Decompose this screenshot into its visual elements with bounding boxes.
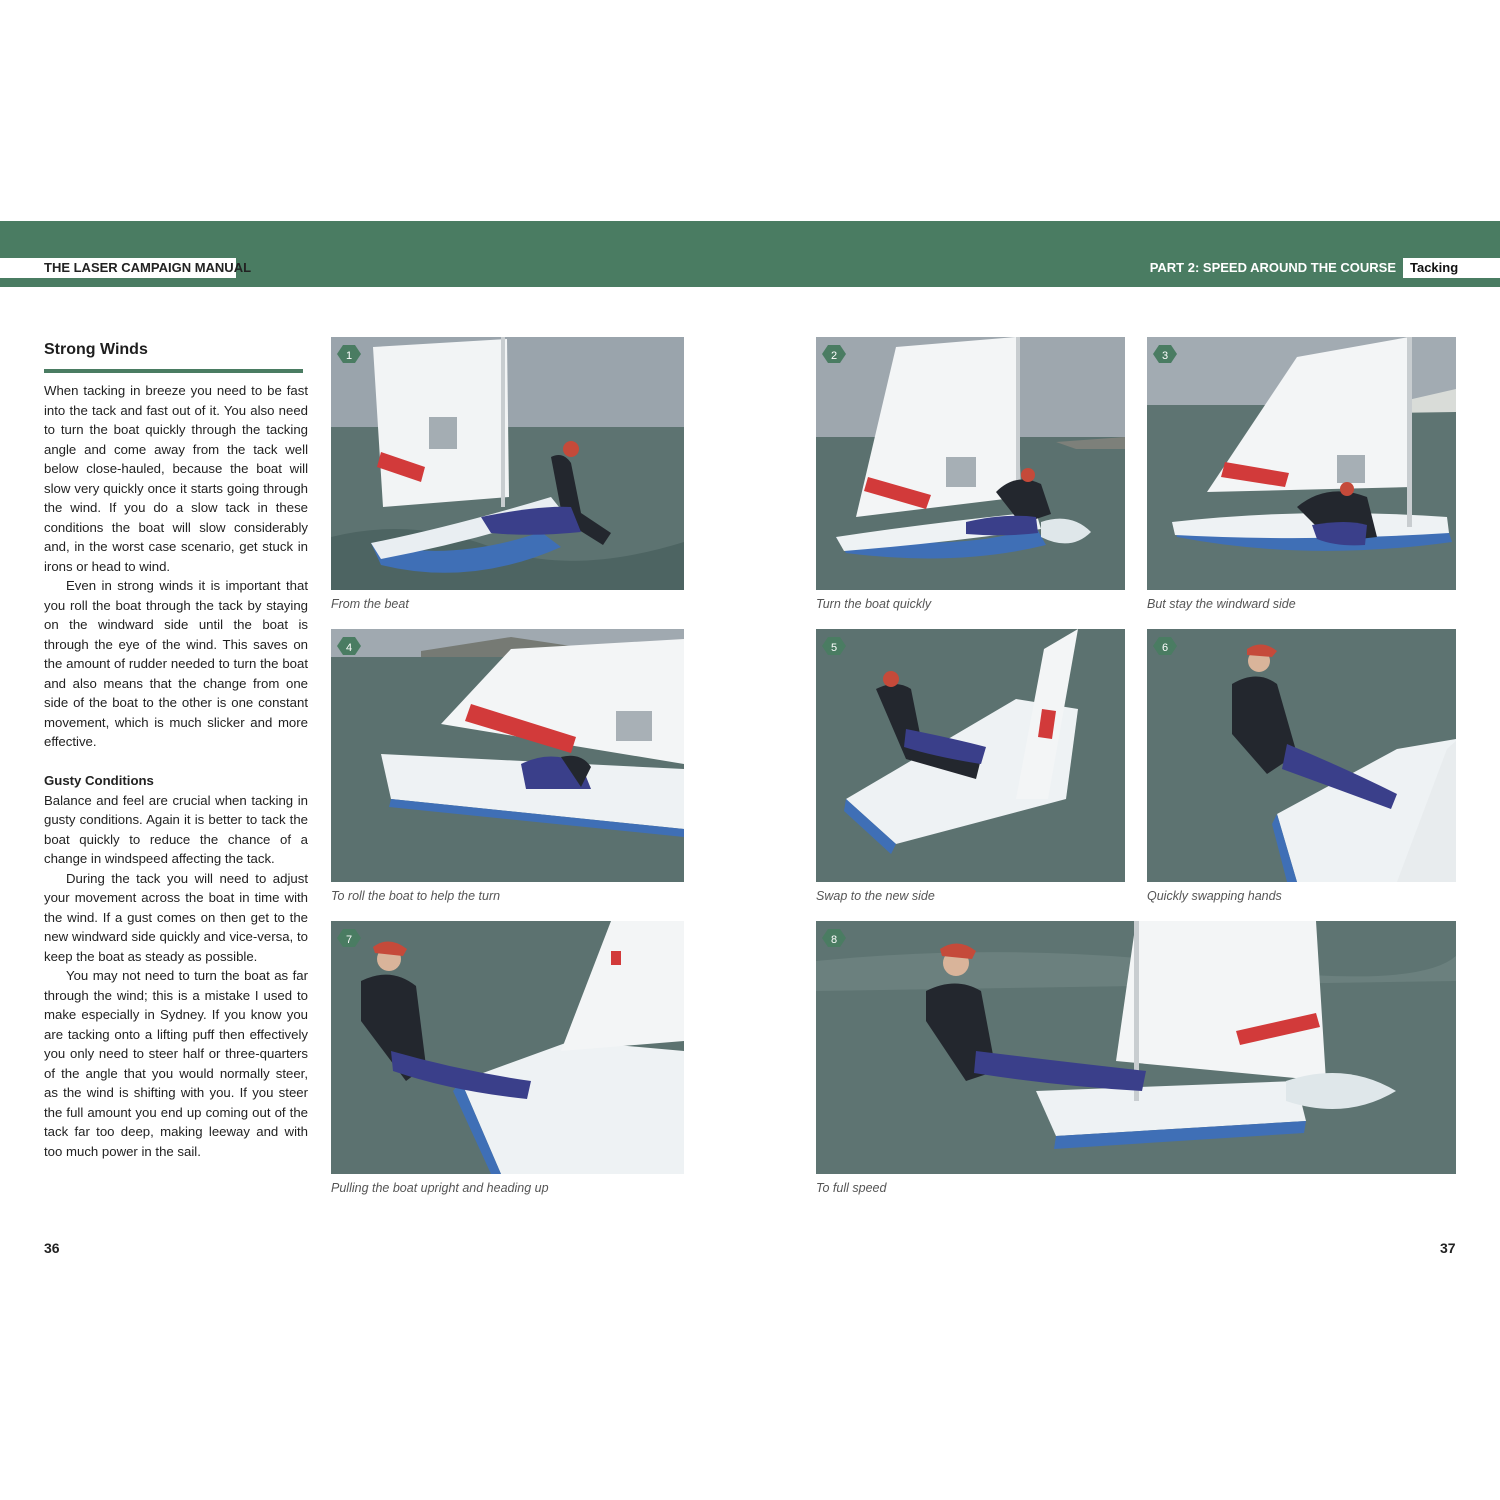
photo-7 bbox=[331, 921, 684, 1174]
paragraph: You may not need to turn the boat as far through the wind; this is a mistake I used to make especially in Sydney. If you know you are tacking onto a lifting puff then effectively you only need to steer half or three-quarters of the angle that you would normally steer, as the wind is shifting with you. If you steer the full amount you end up coming out of the tack far too deep, making leeway and with too much power in the sail. bbox=[44, 968, 308, 1159]
photo-caption: Turn the boat quickly bbox=[816, 597, 932, 611]
photo-caption: To full speed bbox=[816, 1181, 887, 1195]
sailing-photo bbox=[816, 629, 1125, 882]
section-title: Strong Winds bbox=[44, 341, 148, 358]
photo-8 bbox=[816, 921, 1456, 1174]
sailing-photo bbox=[1147, 629, 1456, 882]
step-number: 5 bbox=[830, 642, 838, 654]
paragraph: Balance and feel are crucial when tacking in gusty conditions. Again it is better to tack the boat quickly to reduce the chance of a change in windspeed affecting the tack. bbox=[44, 792, 308, 866]
page-number-right: 37 bbox=[1440, 1240, 1456, 1256]
part-title: PART 2: SPEED AROUND THE COURSE bbox=[1149, 260, 1396, 275]
step-number: 8 bbox=[830, 934, 838, 946]
step-number: 4 bbox=[345, 642, 353, 654]
sailing-photo bbox=[1147, 337, 1456, 590]
step-number: 6 bbox=[1161, 642, 1169, 654]
paragraph: During the tack you will need to adjust your movement across the boat in time with the wind. If a gust comes on then get to the new windward side quickly and vice-versa, to keep the boat as steady as possible. bbox=[44, 870, 308, 964]
photo-caption: Quickly swapping hands bbox=[1147, 889, 1282, 903]
body-column bbox=[44, 381, 308, 1161]
chapter-tab: Tacking bbox=[1403, 258, 1500, 278]
photo-1 bbox=[331, 337, 684, 590]
photo-2 bbox=[816, 337, 1125, 590]
photo-6 bbox=[1147, 629, 1456, 882]
photo-caption: But stay the windward side bbox=[1147, 597, 1296, 611]
paragraph: When tacking in breeze you need to be fast into the tack and fast out of it. You also need to turn the boat quickly through the tacking angle and come away from the tack well below close-hauled, because the boat will slow very quickly once it starts going through the wind. If you do a slow tack in these conditions the boat will slow considerably and, in the worst case scenario, get stuck in irons or head to wind. bbox=[44, 383, 308, 574]
photo-caption: Pulling the boat upright and heading up bbox=[331, 1181, 549, 1195]
photo-caption: From the beat bbox=[331, 597, 409, 611]
page-number-left: 36 bbox=[44, 1240, 60, 1256]
sailing-photo bbox=[331, 629, 684, 882]
sailing-photo bbox=[331, 337, 684, 590]
photo-5 bbox=[816, 629, 1125, 882]
photo-caption: Swap to the new side bbox=[816, 889, 935, 903]
book-title: THE LASER CAMPAIGN MANUAL bbox=[44, 260, 252, 275]
photo-3 bbox=[1147, 337, 1456, 590]
title-rule bbox=[44, 369, 303, 373]
step-number: 2 bbox=[830, 350, 838, 362]
subheading: Gusty Conditions bbox=[44, 773, 154, 788]
photo-caption: To roll the boat to help the turn bbox=[331, 889, 501, 903]
sailing-photo bbox=[816, 337, 1125, 590]
sailing-photo bbox=[816, 921, 1456, 1174]
step-number: 7 bbox=[345, 934, 353, 946]
step-number: 3 bbox=[1161, 350, 1169, 362]
paragraph: Even in strong winds it is important that you roll the boat through the tack by staying on the windward side until the boat is through the eye of the wind. This saves on the amount of rudder needed to turn the boat and also means that the change from one side of the boat to the other is one constant movement, which is much slicker and more effective. bbox=[44, 578, 308, 749]
photo-4 bbox=[331, 629, 684, 882]
sailing-photo bbox=[331, 921, 684, 1174]
step-number: 1 bbox=[345, 350, 353, 362]
